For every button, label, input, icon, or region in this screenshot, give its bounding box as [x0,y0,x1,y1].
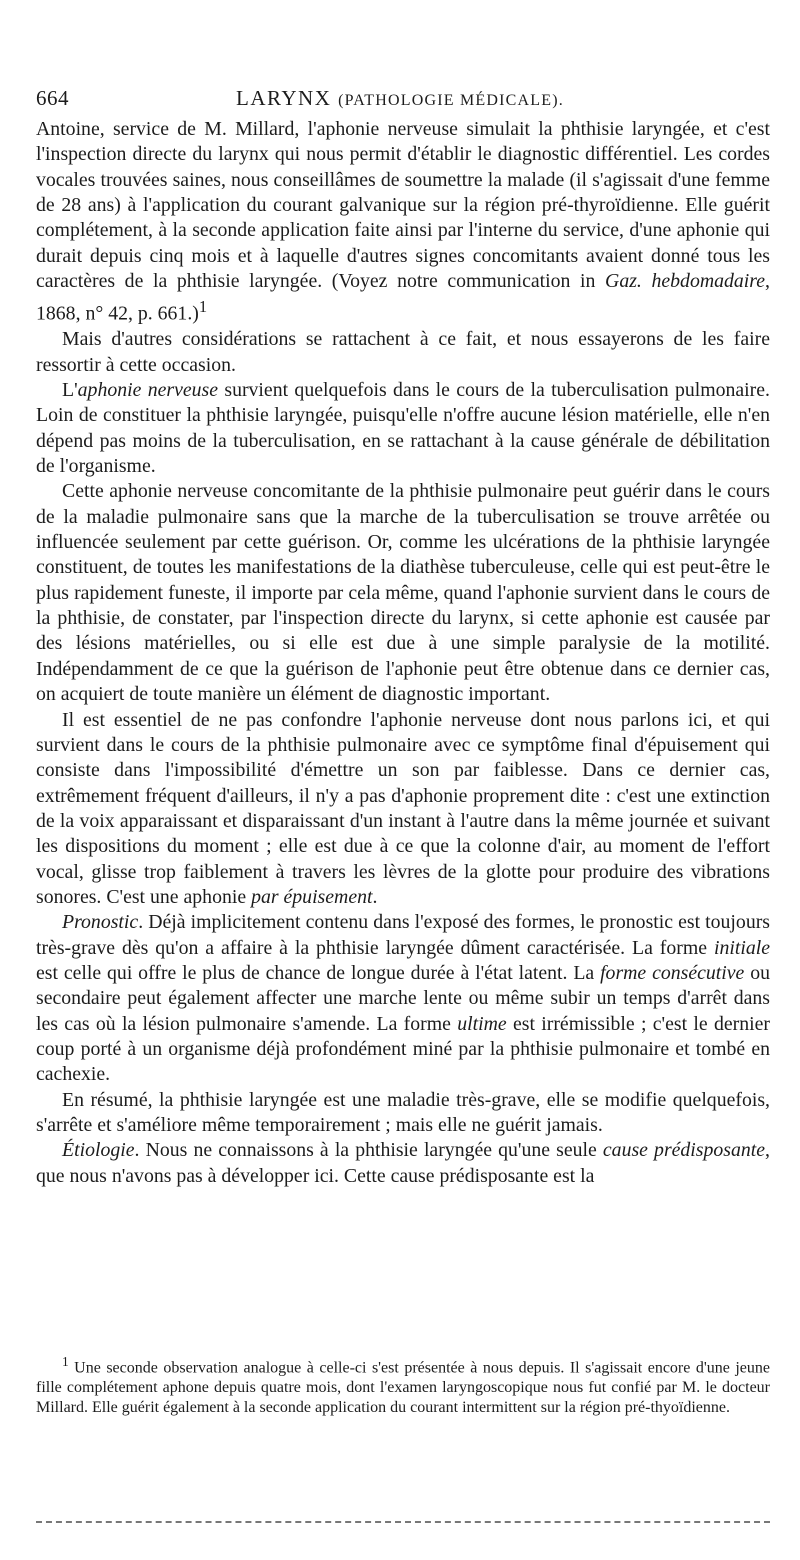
footnote-text [36,1352,770,1418]
text-run: L' [62,379,78,402]
text-run: . Déjà implicitement contenu dans l'exposé des formes, le pronostic est toujours très-grave dès qu'on a affaire à la phthisie laryngée dûment caractérisée. La forme [36,911,770,959]
paragraph: Cette aphonie nerveuse concomitante de la phthisie pulmonaire peut guérir dans le cours de la maladie pulmonaire sans que la marche de la tuberculisation se trouve arrêtée ou influencée seulement par cette guérison. Or, comme les ulcérations de la phthisie laryngée constituent, de toutes les manifestations de la diathèse tuberculeuse, celle qui est peut-être le plus rapidement funeste, il importe par cela même, quand l'aphonie survient dans le cours de la phthisie, de constater, par l'inspection directe du larynx, si cette aphonie est causée par des lésions matérielles, ou si elle est due à une simple paralysie de la motilité. Indépendamment de ce que la guérison de l'aphonie peut être obtenue dans ce dernier cas, on acquiert de toute manière un élément de diagnostic important. [36,480,770,706]
bottom-dashed-rule [36,1521,770,1523]
italic-run: initiale [713,936,770,959]
text-run: Antoine, service de M. Millard, l'aphonie nerveuse simulait la phthisie laryngée, et c'est l'inspection directe du larynx qui nous permit d'établir le diagnostic différentiel. Les cordes vocales trouvées saines, nous conseillâmes de soumettre la malade (il s'agissait d'une femme de 28 ans) à l'application du courant galvanique sur la région pré-thyroïdienne. Elle guérit complétement, à la seconde application faite ainsi par l'interne du service, d'une aphonie qui durait depuis cinq mois et à laquelle d'autres signes concomitants avaient donné tous les caractères de la phthisie laryngée. (Voyez notre communication in [36,118,770,293]
italic-run: ultime [457,1012,507,1035]
italic-run: forme consécutive [600,961,745,984]
text-run: . [372,885,378,908]
section-heading: Pronostic [62,911,139,934]
page-number: 664 [36,86,69,110]
text-run: survient quelquefois dans le cours de la tuberculisation pulmonaire. Loin de constituer la phthisie laryngée, puisqu'elle n'offre aucune lésion matérielle, elle n'en dépend pas moins de la tuberculisation, en se rattachant à la cause générale de débilitation de l'organisme. [36,379,770,478]
paragraph [36,378,770,479]
text-run: est celle qui offre le plus de chance de longue durée à l'état latent. La [36,961,601,984]
paragraph: En résumé, la phthisie laryngée est une maladie très-grave, elle se modifie quelquefois, s'arrête et s'améliore même temporairement ; mais elle ne guérit jamais. [36,1088,770,1136]
italic-run: Gaz. hebdomadaire [605,270,766,293]
footnote [36,1352,770,1418]
footnote-ref: 1 [198,297,208,317]
italic-run: cause prédisposante [602,1139,766,1162]
text-run: est irrémissible ; c'est le dernier coup porté à un organisme déjà profondément miné par la phthisie pulmonaire et tombé en cachexie. [36,1012,770,1086]
text-run: , 1868, n° 42, p. 661.) [36,270,770,325]
running-title-main: LARYNX [236,86,332,110]
footnote-body: Une seconde observation analogue à celle-ci s'est présentée à nous depuis. Il s'agissait encore d'une jeune fille complétement aphone depuis quatre mois, dont l'examen laryngoscopique nous fut confié par M. le docteur Millard. Elle guérit également à la seconde application du courant intermittent sur la région pré-thyoïdienne. [36,1359,770,1417]
paragraph [36,1138,770,1189]
text-run: , que nous n'avons pas à développer ici. Cette cause prédisposante est la [36,1139,770,1187]
running-title [36,86,764,111]
running-title-subtitle: (PATHOLOGIE MÉDICALE). [338,92,564,109]
paragraph [36,910,770,1087]
text-run: Il est essentiel de ne pas confondre l'aphonie nerveuse dont nous parlons ici, et qui survient dans le cours de la phthisie pulmonaire avec ce symptôme final d'épuisement qui consiste dans l'impossibilité d'émettre un son par faiblesse. Dans ce dernier cas, extrêmement fréquent d'ailleurs, il n'y a pas d'aphonie proprement dite : c'est une extinction de la voix apparaissant et disparaissant d'un instant à l'autre dans la même journée et suivant les dispositions du moment ; elle est due à ce que la colonne d'air, au moment de l'effort vocal, glisse trop faiblement à travers les lèvres de la glotte pour produire des vibrations sonores. C'est une aphonie [36,708,770,908]
footnote-marker: 1 [62,1354,69,1369]
section-heading: Étiologie [62,1139,135,1162]
italic-run: aphonie nerveuse [77,379,219,402]
running-header [36,86,764,116]
paragraph [36,117,770,327]
text-run: . Nous ne connaissons à la phthisie laryngée qu'une seule [134,1139,603,1162]
text-run: ou secondaire peut également affecter une marche lente ou même subir un temps d'arrêt dans les cas où la lésion pulmonaire s'amende. La forme [36,961,770,1035]
italic-run: par épuisement [251,885,373,908]
paragraph: Mais d'autres considérations se rattachent à ce fait, et nous essayerons de les faire ressortir à cette occasion. [36,328,770,376]
body-text [36,117,770,1189]
paragraph [36,708,770,911]
